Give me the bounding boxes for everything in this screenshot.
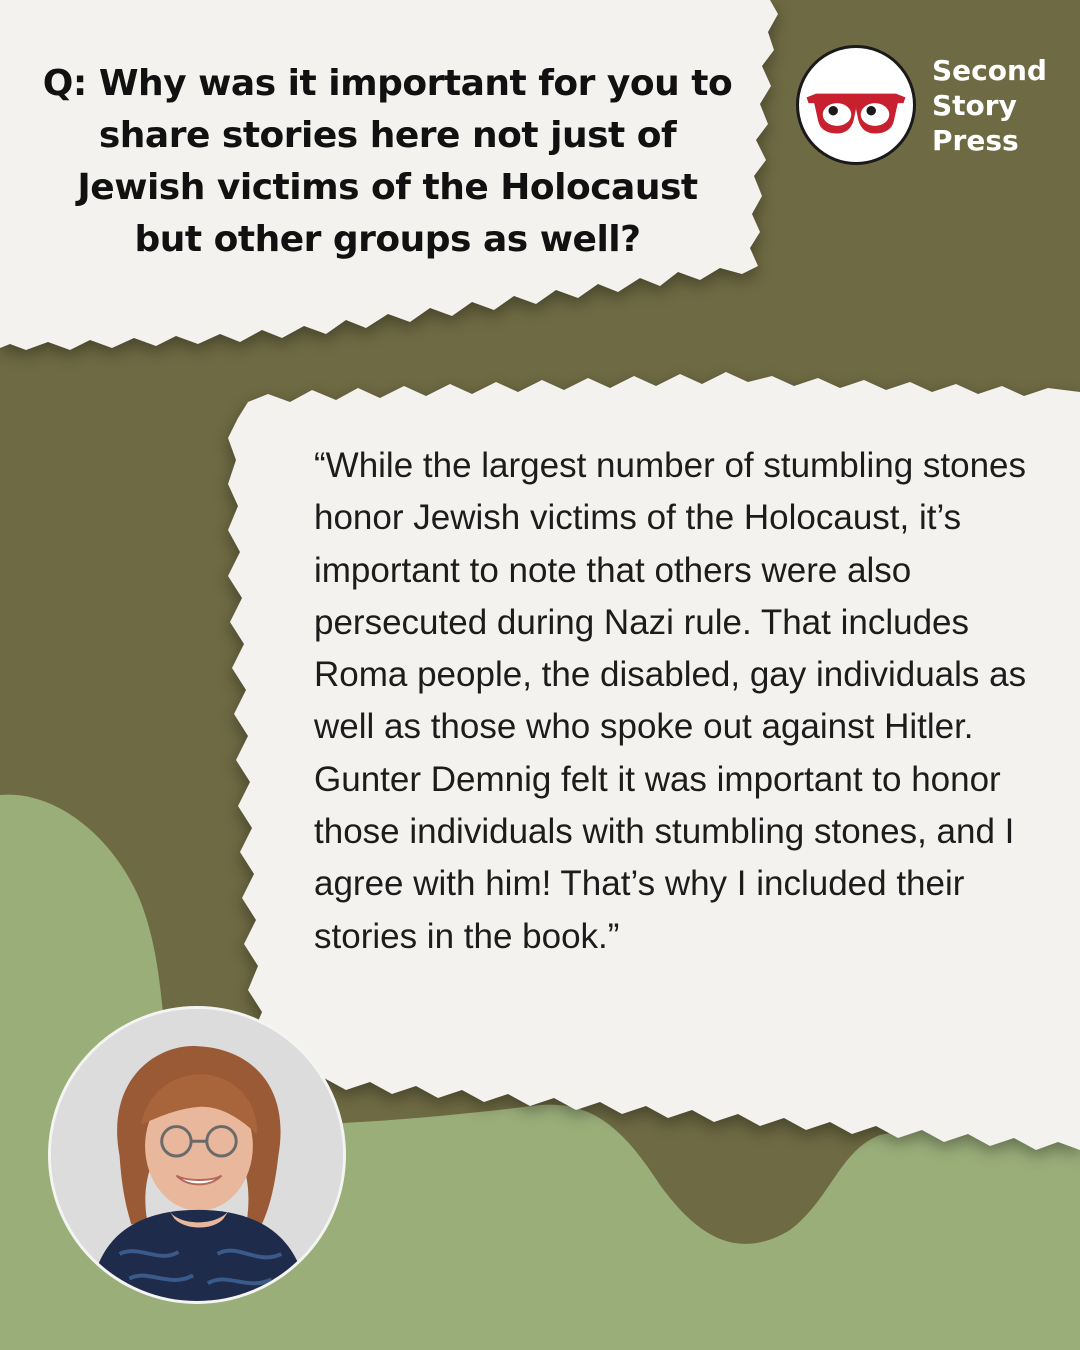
logo-badge	[796, 45, 916, 165]
logo-line-3: Press	[932, 124, 1019, 157]
author-photo-illustration	[51, 1009, 343, 1301]
author-portrait	[48, 1006, 346, 1304]
logo-wordmark	[932, 53, 1072, 158]
question-text: Q: Why was it important for you to share stories here not just of Jewish victims of the Holocaust but other groups as well?	[42, 63, 733, 260]
logo-line-2: Story	[932, 89, 1017, 122]
logo-line-1: Second	[932, 54, 1047, 87]
red-glasses-eyes-icon	[799, 48, 913, 162]
answer-quote: “While the largest number of stumbling stones honor Jewish victims of the Holocaust, it’s important to note that others were also persecuted during Nazi rule. That includes Roma people, the disabled, gay individuals as well as those who spoke out against Hitler. Gunter Demnig felt it was important to honor those individuals with stumbling stones, and I agree with him! That’s why I included their stories in the book.”	[314, 446, 1027, 956]
